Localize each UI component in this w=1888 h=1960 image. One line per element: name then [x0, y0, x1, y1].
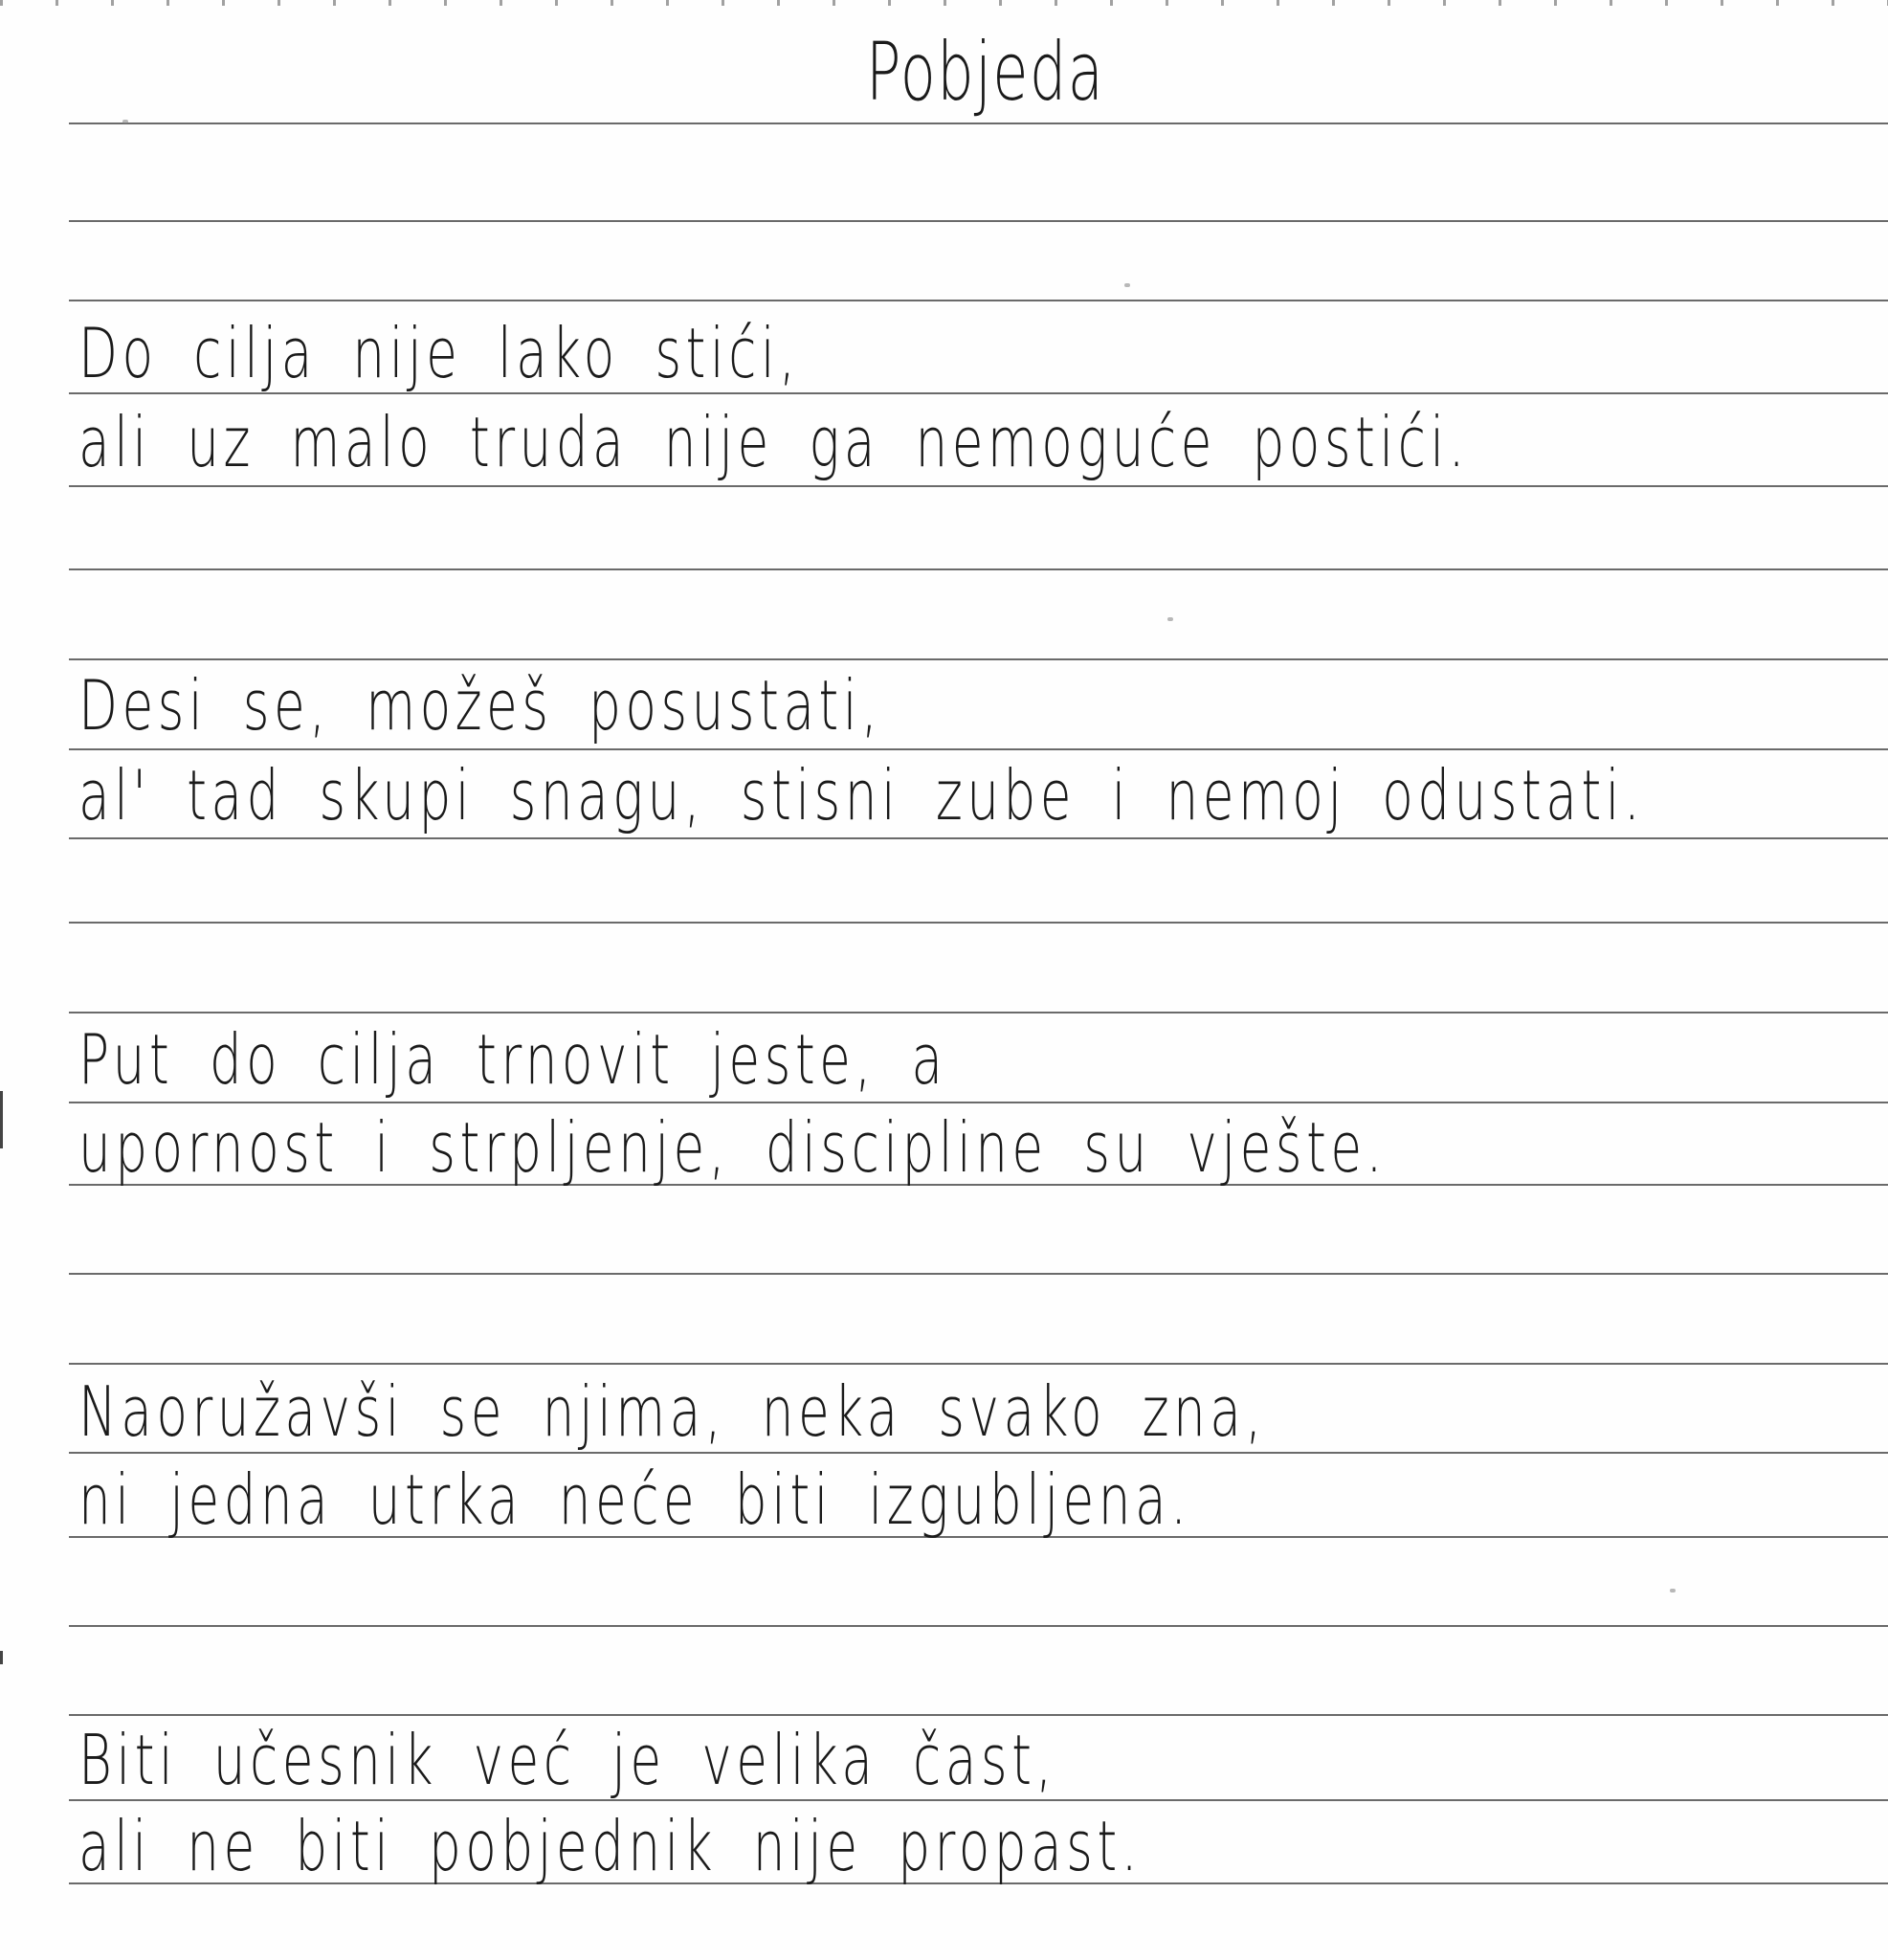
stanza-1-line-1: Do cilja nije lako stići,: [78, 313, 800, 393]
stanza-3-line-2: upornost i strpljenje, discipline su vješte.: [78, 1107, 1387, 1188]
paper-speck: [1670, 1589, 1676, 1592]
ruled-line: [69, 1273, 1888, 1275]
stanza-1-line-2: ali uz malo truda nije ga nemoguće postići.: [78, 402, 1469, 482]
ruled-line: [69, 485, 1888, 487]
stanza-4-line-2: ni jedna utrka neće biti izgubljena.: [78, 1459, 1191, 1540]
stanza-2-line-2: al' tad skupi snagu, stisni zube i nemoj odustati.: [78, 755, 1645, 835]
ruled-line: [69, 748, 1888, 750]
ruled-line: [69, 568, 1888, 570]
ruled-line: [69, 300, 1888, 301]
stanza-5-line-2: ali ne biti pobjednik nije propast.: [78, 1806, 1143, 1886]
ruled-line: [69, 1714, 1888, 1716]
scan-edge-mark: [0, 1651, 3, 1664]
paper-speck: [1124, 283, 1130, 287]
ruled-line: [69, 1363, 1888, 1365]
stanza-2-line-1: Desi se, možeš posustati,: [78, 665, 882, 746]
paper-speck: [1167, 617, 1173, 621]
ruled-line: [69, 658, 1888, 660]
paper-speck: [122, 120, 128, 123]
top-ruler-ticks: [0, 0, 1888, 6]
ruled-line: [69, 1625, 1888, 1627]
ruled-line: [69, 1012, 1888, 1013]
scan-edge-mark: [0, 1091, 3, 1148]
stanza-3-line-1: Put do cilja trnovit jeste, a: [78, 1019, 947, 1100]
ruled-line: [69, 220, 1888, 222]
ruled-line: [69, 837, 1888, 839]
poem-title: Pobjeda: [866, 25, 1105, 119]
stanza-4-line-1: Naoružavši se njima, neka svako zna,: [78, 1371, 1266, 1452]
ruled-line: [69, 922, 1888, 924]
ruled-line: [69, 1102, 1888, 1103]
stanza-5-line-1: Biti učesnik već je velika čast,: [78, 1720, 1056, 1800]
